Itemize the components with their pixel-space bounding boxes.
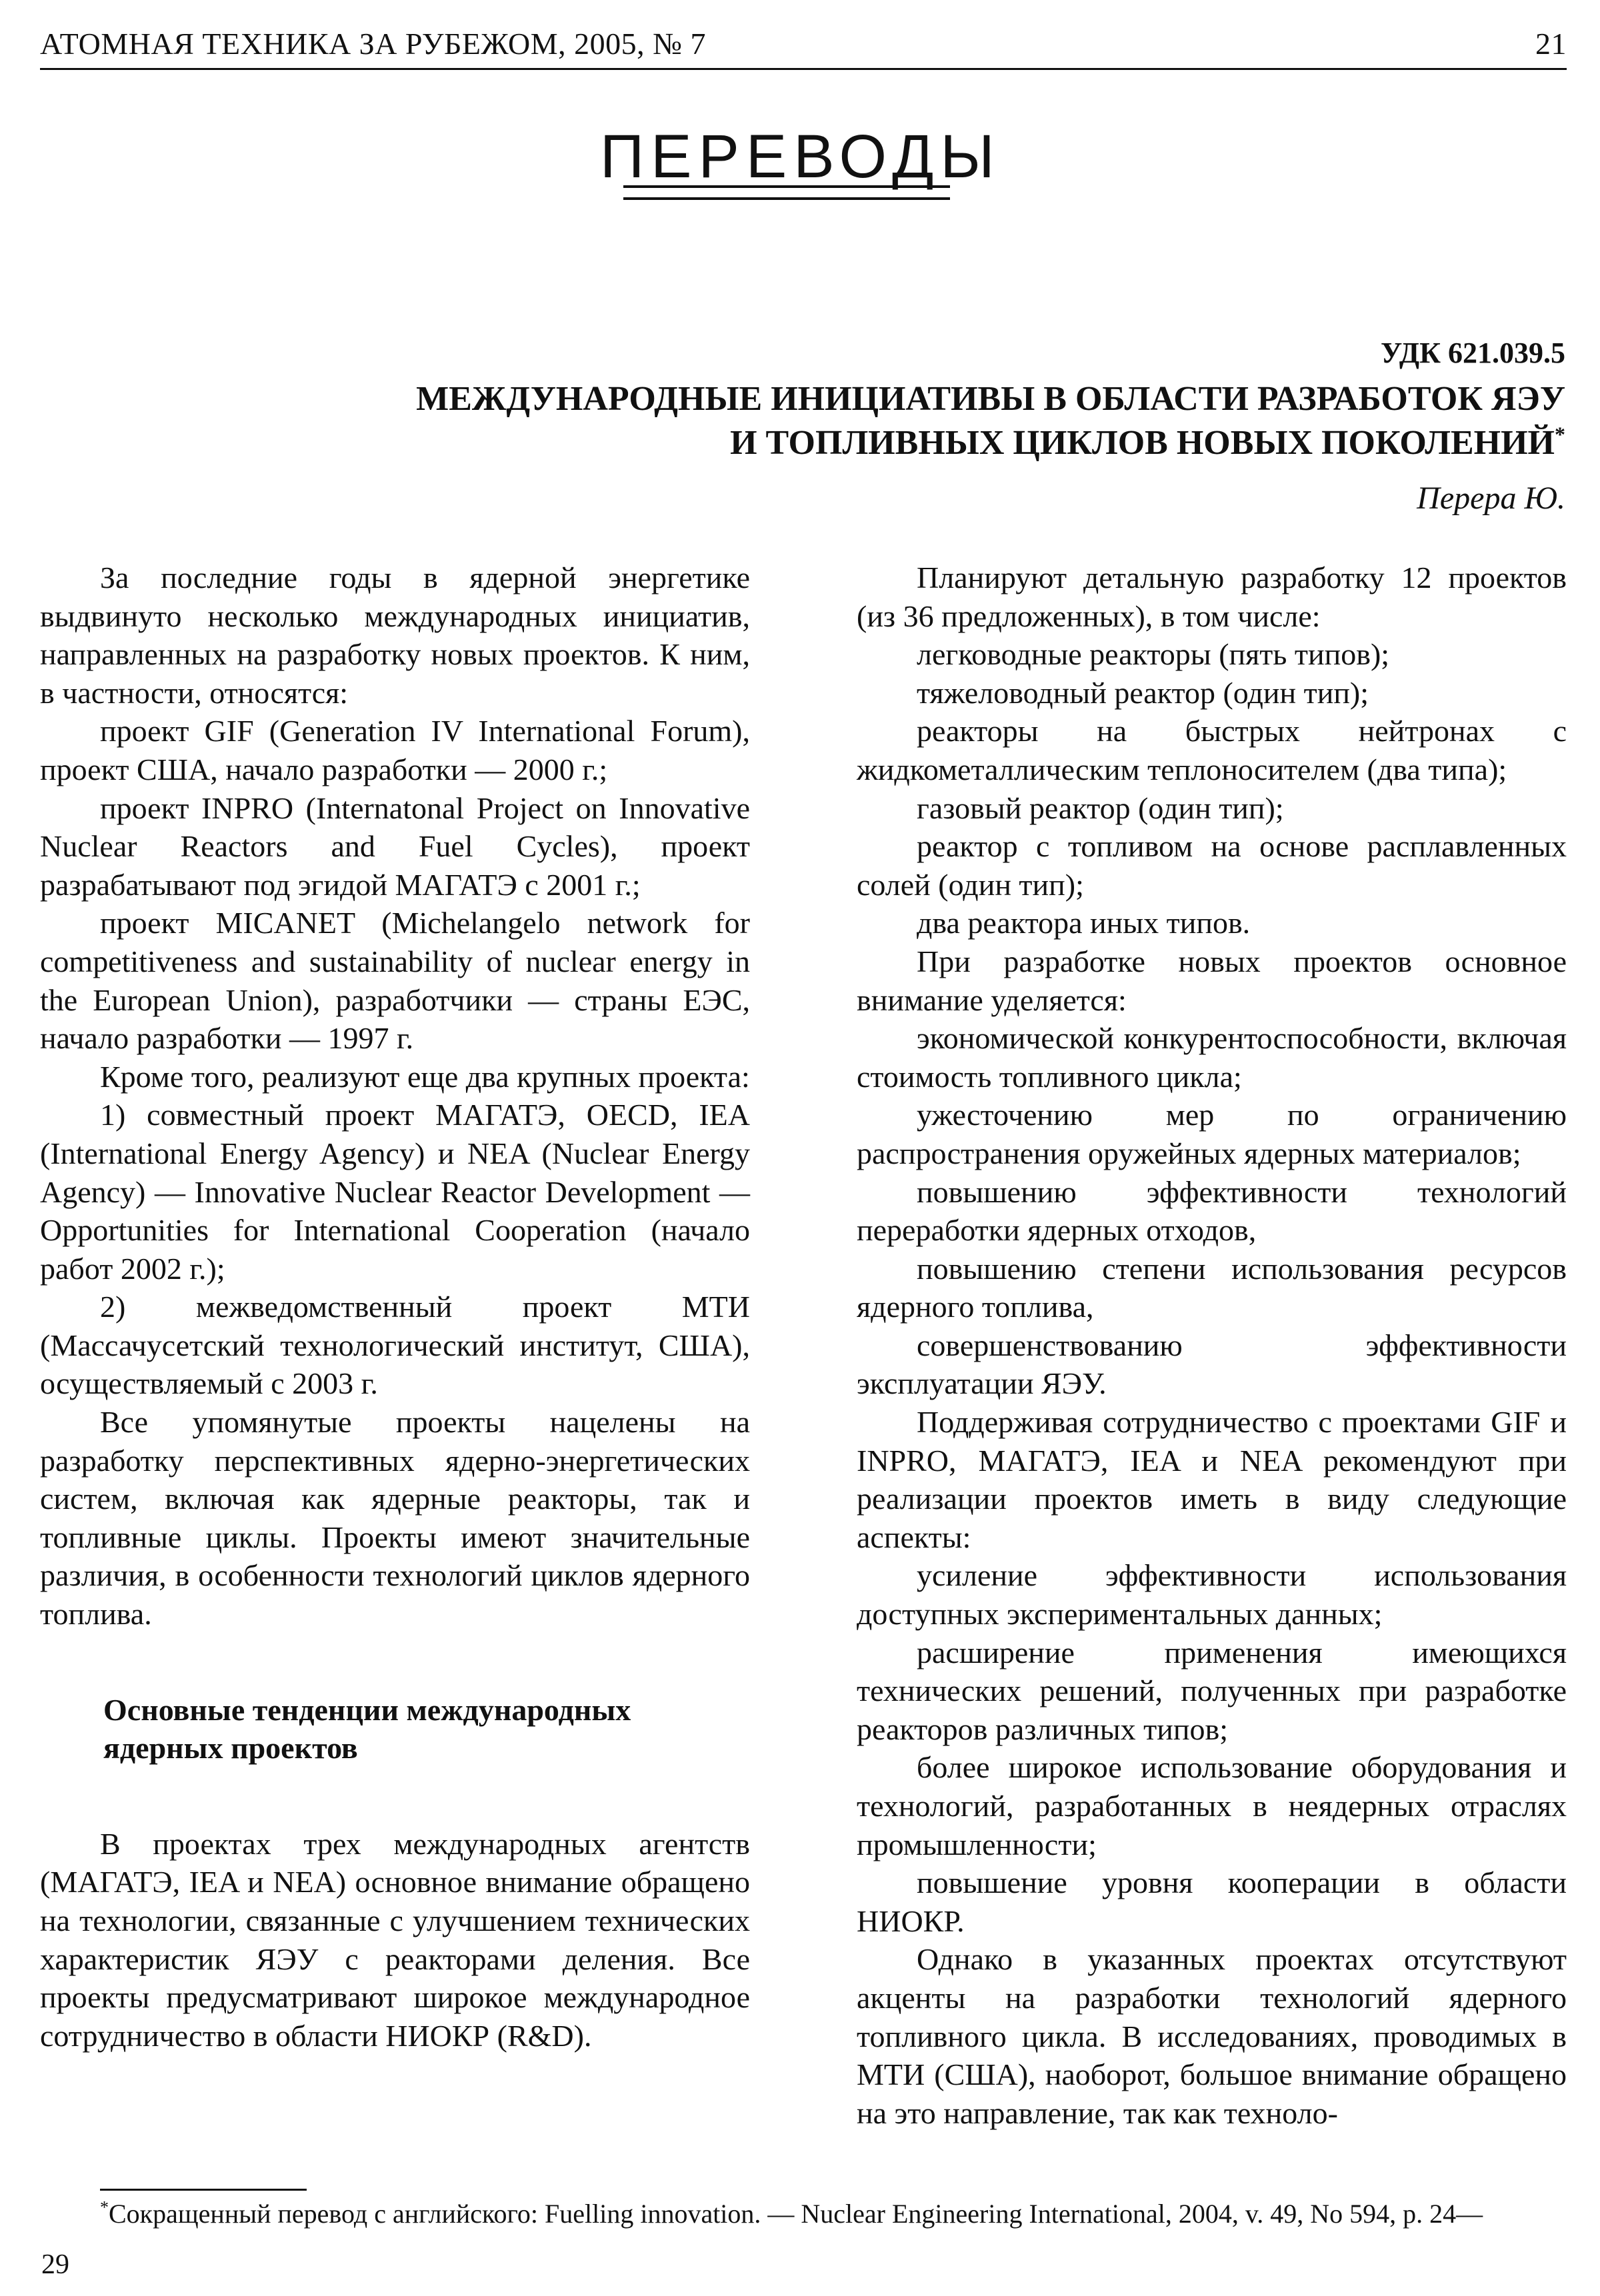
paragraph: проект MICANET (Michelangelo network for competitiveness and sustainability of nuclear energy in the European Union), разработчики — страны ЕЭС, начало разработки — 1997 г. <box>40 906 750 1056</box>
paragraph: Планируют детальную разработку 12 проектов (из 36 предложенных), в том числе: <box>857 561 1567 633</box>
footnote <box>100 2197 1593 2231</box>
paragraph: При разработке новых проектов основное внимание уделяется: <box>857 944 1567 1017</box>
article-title-line2: И ТОПЛИВНЫХ ЦИКЛОВ НОВЫХ ПОКОЛЕНИЙ <box>730 424 1555 462</box>
list-item: более широкое использование оборудования и технологий, разработанных в неядерных отраслях промышленности; <box>857 1750 1567 1861</box>
footnote-mark: * <box>100 2197 109 2217</box>
paragraph: За последние годы в ядерной энергетике выдвинуто несколько международных инициатив, направленных на разработку новых проектов. К ним, в частности, относятся: <box>40 561 750 710</box>
footnote-rule <box>100 2189 307 2191</box>
paragraph: 1) совместный проект МАГАТЭ, OECD, IEA (International Energy Agency) и NEA (Nuclear Energy Agency) — Innovative Nuclear Reactor Development — Opportunities for International Cooperation (начало работ 2002 г.); <box>40 1098 750 1286</box>
section-title-underline <box>623 185 950 200</box>
list-item: тяжеловодный реактор (один тип); <box>917 675 1369 710</box>
list-item: легководные реакторы (пять типов); <box>917 637 1390 672</box>
running-header <box>40 21 1567 70</box>
paragraph: проект INPRO (Internatonal Project on Innovative Nuclear Reactors and Fuel Cycles), проект разрабатывают под эгидой МАГАТЭ с 2001 г.; <box>40 790 750 902</box>
list-item: расширение применения имеющихся технических решений, полученных при разработке реакторов различных типов; <box>857 1635 1567 1746</box>
article-author: Перера Ю. <box>1417 481 1565 516</box>
article-title-line1: МЕЖДУНАРОДНЫЕ ИНИЦИАТИВЫ В ОБЛАСТИ РАЗРАБОТОК ЯЭУ <box>416 380 1565 418</box>
list-item: повышению эффективности технологий переработки ядерных отходов, <box>857 1174 1567 1248</box>
list-item: реактор с топливом на основе расплавленных солей (один тип); <box>857 829 1567 902</box>
paragraph: Кроме того, реализуют еще два крупных проекта: <box>100 1059 750 1094</box>
paragraph: 2) межведомственный проект МТИ (Массачусетский технологический институт, США), осуществляемый с 2003 г. <box>40 1290 750 1401</box>
footnote-text: Сокращенный перевод с английского: Fuelling innovation. — Nuclear Engineering International, 2004, v. 49, No 594, p. 24— <box>109 2199 1483 2229</box>
list-item: реакторы на быстрых нейтронах с жидкометаллическим теплоносителем (два типа); <box>857 714 1567 786</box>
article-title <box>299 377 1565 465</box>
journal-title: АТОМНАЯ ТЕХНИКА ЗА РУБЕЖОМ, 2005, № 7 <box>40 27 707 61</box>
list-item: ужесточению мер по ограничению распространения оружейных ядерных материалов; <box>857 1098 1567 1170</box>
udk-code: УДК 621.039.5 <box>1380 337 1565 369</box>
right-column <box>857 559 1567 2132</box>
section-title: ПЕРЕВОДЫ <box>600 123 1001 191</box>
list-item: экономической конкурентоспособности, включая стоимость топливного цикла; <box>857 1021 1567 1094</box>
list-item: повышение уровня кооперации в области НИОКР. <box>857 1865 1567 1938</box>
list-item: повышению степени использования ресурсов ядерного топлива, <box>857 1251 1567 1324</box>
paragraph: проект GIF (Generation IV International Forum), проект США, начало разработки — 2000 г.; <box>40 714 750 786</box>
left-column <box>40 559 750 2055</box>
list-item: газовый реактор (один тип); <box>917 790 1284 825</box>
paragraph: Поддерживая сотрудничество с проектами GIF и INPRO, МАГАТЭ, IEA и NEA рекомендуют при реализации проектов иметь в виду следующие аспекты: <box>857 1405 1567 1554</box>
list-item: усиление эффективности использования доступных экспериментальных данных; <box>857 1558 1567 1632</box>
header-page-number: 21 <box>1535 27 1567 61</box>
footnote-marker: * <box>1555 422 1565 447</box>
page-number: 29 <box>41 2249 69 2280</box>
list-item: два реактора иных типов. <box>917 906 1251 940</box>
paragraph: Однако в указанных проектах отсутствуют акценты на разработки технологий ядерного топливного цикла. В исследованиях, проводимых в МТИ (США), наоборот, большое внимание обращено на это направление, так как техноло- <box>857 1942 1567 2130</box>
list-item: совершенствованию эффективности эксплуатации ЯЭУ. <box>857 1328 1567 1401</box>
paragraph: Все упомянутые проекты нацелены на разработку перспективных ядерно-энергетических систем, включая как ядерные реакторы, так и топливные циклы. Проекты имеют значительные различия, в особенности технологий циклов ядерного топлива. <box>40 1405 750 1632</box>
subheading: Основные тенденции международных ядерных проектов <box>103 1692 631 1765</box>
paragraph: В проектах трех международных агентств (МАГАТЭ, IEA и NEA) основное внимание обращено на технологии, связанные с улучшением технических характеристик ЯЭУ с реакторами деления. Все проекты предусматривают широкое международное сотрудничество в области НИОКР (R&D). <box>40 1826 750 2053</box>
